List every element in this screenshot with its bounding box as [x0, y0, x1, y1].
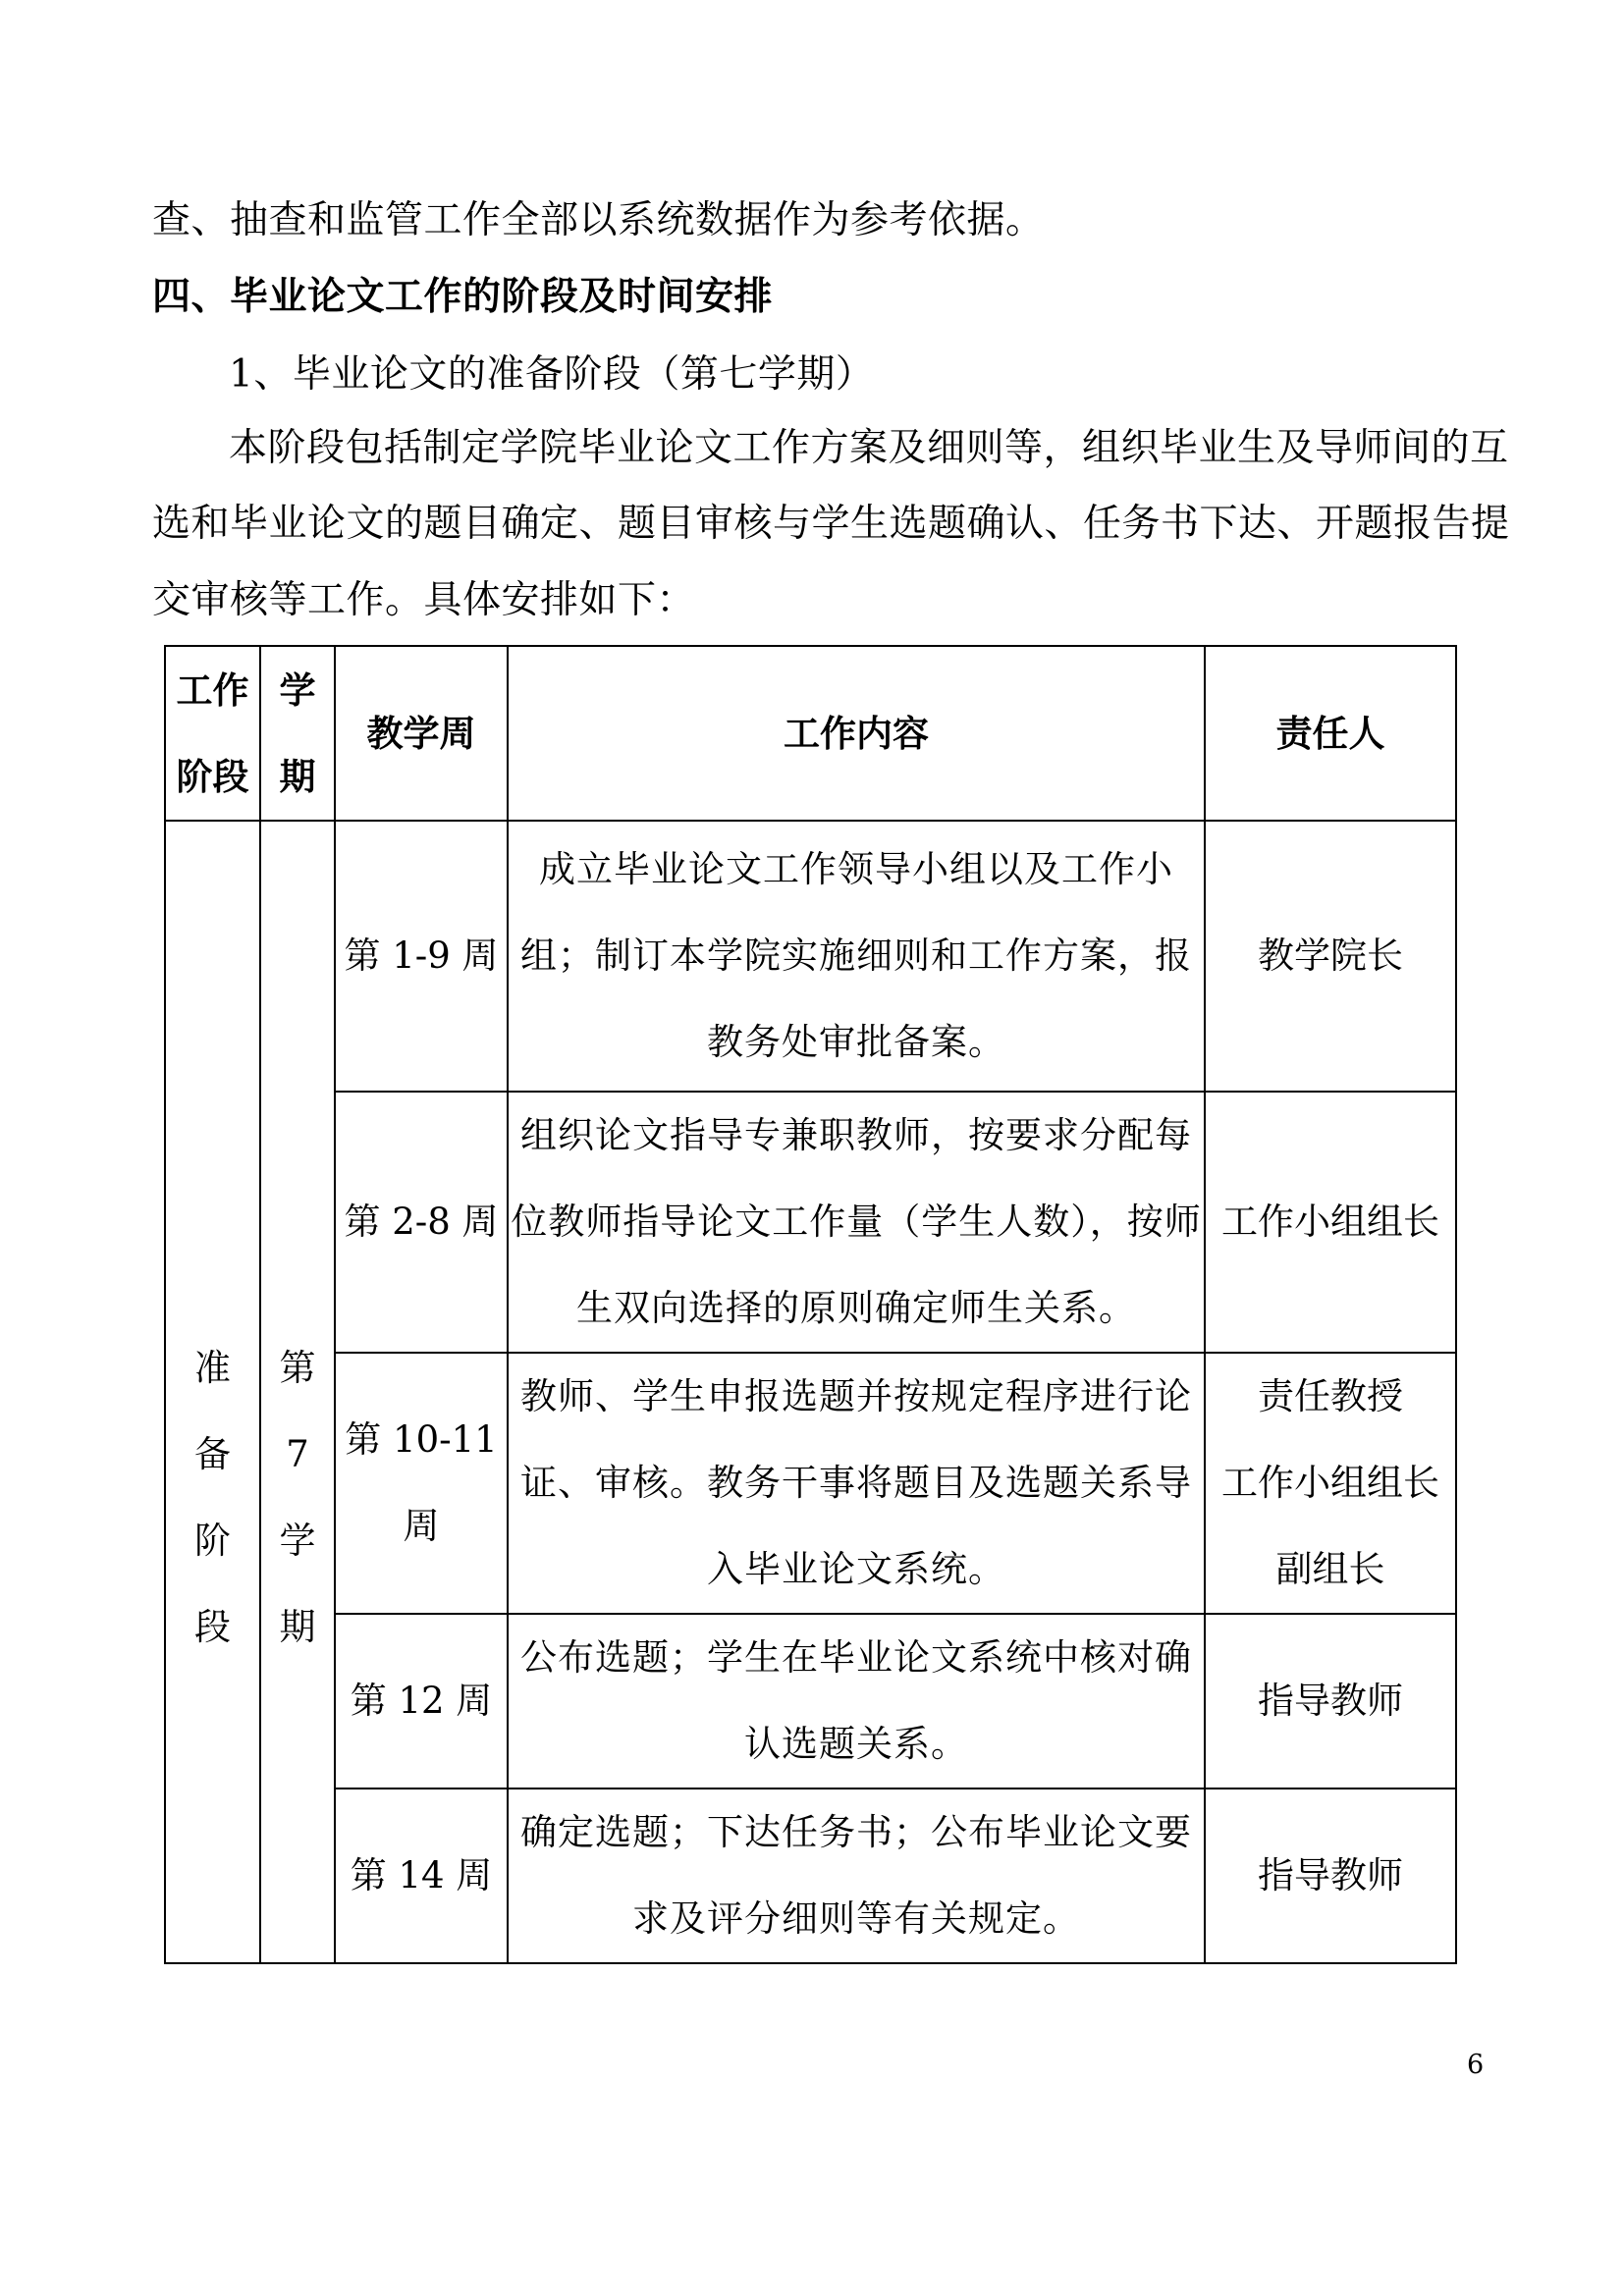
content-line: 证、审核。教务干事将题目及选题关系导	[520, 1462, 1192, 1504]
term-char: 第	[279, 1346, 316, 1389]
header-term-line: 学	[279, 668, 316, 712]
content-line: 确定选题；下达任务书；公布毕业论文要	[520, 1811, 1192, 1853]
content-cell	[508, 821, 1205, 1092]
header-week: 教学周	[335, 646, 508, 821]
week-cell: 第 2-8 周	[335, 1092, 508, 1353]
term-char: 7	[286, 1432, 309, 1475]
table-header-row	[165, 646, 1456, 821]
content-line: 组；制订本学院实施细则和工作方案，报	[520, 934, 1192, 977]
content-line: 求及评分细则等有关规定。	[632, 1897, 1080, 1940]
header-stage-line: 工作	[176, 668, 249, 712]
content-cell	[508, 1789, 1205, 1963]
owner-line: 副组长	[1275, 1548, 1385, 1590]
schedule-table	[164, 645, 1457, 1964]
content-line: 成立毕业论文工作领导小组以及工作小	[539, 848, 1173, 890]
content-line: 入毕业论文系统。	[707, 1548, 1005, 1590]
term-char: 学	[279, 1519, 316, 1562]
content-line: 位教师指导论文工作量（学生人数），按师	[511, 1201, 1202, 1243]
content-line: 组织论文指导专兼职教师，按要求分配每	[520, 1114, 1192, 1156]
header-term	[260, 646, 335, 821]
content-line: 教务处审批备案。	[707, 1021, 1005, 1063]
content-line: 认选题关系。	[744, 1723, 968, 1765]
week-cell: 第 12 周	[335, 1614, 508, 1789]
content-line: 生双向选择的原则确定师生关系。	[576, 1287, 1136, 1329]
stage-char: 段	[194, 1605, 231, 1648]
content-cell	[508, 1614, 1205, 1789]
term-char: 期	[279, 1605, 316, 1648]
table-row	[165, 1092, 1456, 1353]
owner-cell: 工作小组组长	[1205, 1092, 1456, 1353]
stage-char: 阶	[194, 1519, 231, 1562]
table-row	[165, 1789, 1456, 1963]
week-cell: 第 1-9 周	[335, 821, 508, 1092]
header-owner: 责任人	[1205, 646, 1456, 821]
paragraph-line: 选和毕业论文的题目确定、题目审核与学生选题确认、任务书下达、开题报告提	[152, 502, 1510, 546]
owner-cell: 教学院长	[1205, 821, 1456, 1092]
header-term-line: 期	[279, 755, 316, 798]
stage-cell	[165, 821, 260, 1963]
week-line: 周	[403, 1505, 440, 1547]
table-row	[165, 1614, 1456, 1789]
week-line: 第 10-11	[345, 1418, 498, 1461]
week-cell: 第 14 周	[335, 1789, 508, 1963]
week-cell	[335, 1353, 508, 1614]
owner-cell: 指导教师	[1205, 1789, 1456, 1963]
stage-char: 备	[194, 1432, 231, 1475]
stage-char: 准	[194, 1346, 231, 1389]
owner-cell: 指导教师	[1205, 1614, 1456, 1789]
paragraph-line: 交审核等工作。具体安排如下：	[152, 578, 696, 622]
term-cell	[260, 821, 335, 1963]
body-text-line: 查、抽查和监管工作全部以系统数据作为参考依据。	[152, 198, 1045, 242]
content-cell	[508, 1353, 1205, 1614]
content-line: 教师、学生申报选题并按规定程序进行论	[520, 1375, 1192, 1417]
subsection-heading: 1、毕业论文的准备阶段（第七学期）	[229, 352, 875, 397]
header-stage	[165, 646, 260, 821]
page-number: 6	[1467, 2050, 1485, 2080]
table-row	[165, 821, 1456, 1092]
content-cell	[508, 1092, 1205, 1353]
header-stage-line: 阶段	[176, 755, 249, 798]
table-row	[165, 1353, 1456, 1614]
header-content: 工作内容	[508, 646, 1205, 821]
owner-line: 工作小组组长	[1221, 1462, 1439, 1504]
section-heading: 四、毕业论文工作的阶段及时间安排	[152, 274, 774, 319]
content-line: 公布选题；学生在毕业论文系统中核对确	[520, 1636, 1192, 1679]
owner-line: 责任教授	[1258, 1375, 1403, 1417]
owner-cell	[1205, 1353, 1456, 1614]
paragraph-line: 本阶段包括制定学院毕业论文工作方案及细则等，组织毕业生及导师间的互	[229, 426, 1509, 470]
